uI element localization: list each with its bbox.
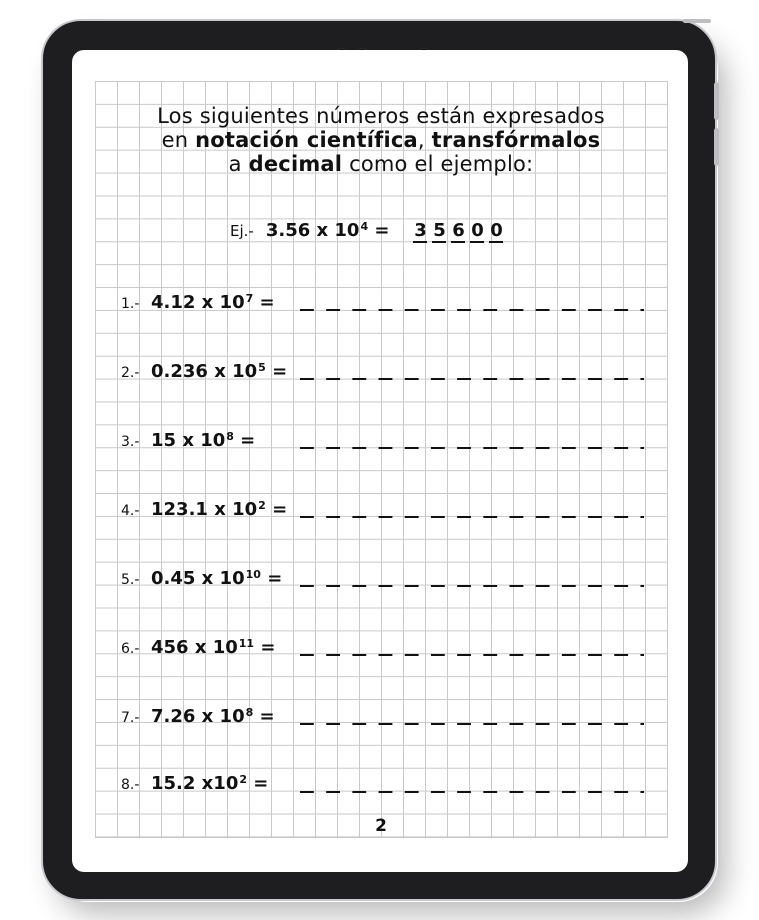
problem-expression: 0.236 x $10^5$ = — [151, 361, 288, 382]
answer-blanks[interactable] — [300, 723, 644, 725]
answer-blanks[interactable] — [300, 516, 644, 518]
answer-blanks[interactable] — [300, 309, 644, 311]
volume-button — [714, 82, 719, 120]
answer-digit: 5 — [433, 220, 446, 241]
answer-blanks[interactable] — [300, 447, 644, 449]
problem-expression: 123.1 x $10^2$ = — [151, 499, 288, 520]
problem-row — [121, 637, 275, 663]
answer-digit: 0 — [471, 220, 484, 241]
problem-expression: 15 x $10^8$ = — [151, 430, 256, 451]
problem-number: 2.- — [121, 365, 140, 381]
answer-blanks[interactable] — [300, 585, 644, 587]
problem-expression: 4.12 x $10^7$ = — [151, 292, 275, 313]
answer-blanks[interactable] — [300, 654, 644, 656]
problem-number: 3.- — [121, 434, 140, 450]
example-expression: 3.56 x $10^4$ = — [265, 220, 390, 241]
problem-expression: 0.45 x $10^{10}$ = — [151, 568, 283, 589]
answer-digit: 6 — [452, 220, 465, 241]
instructions — [95, 104, 667, 176]
problem-row — [121, 706, 275, 732]
example-row — [230, 220, 508, 246]
problem-number: 7.- — [121, 710, 140, 726]
instructions-line-3: a decimal como el ejemplo: — [228, 152, 534, 176]
answer-digit: 3 — [414, 220, 427, 241]
problem-row — [121, 292, 275, 318]
power-button — [683, 19, 711, 23]
problem-row — [121, 499, 287, 525]
problem-row — [121, 568, 282, 594]
problem-number: 6.- — [121, 641, 140, 657]
problem-number: 8.- — [121, 777, 140, 793]
answer-blanks[interactable] — [300, 378, 644, 380]
problem-number: 4.- — [121, 503, 140, 519]
example-label: Ej.- — [230, 222, 254, 240]
answer-digit: 0 — [490, 220, 503, 241]
problem-expression: 15.2 $x10^2$ = — [151, 773, 269, 794]
problem-row — [121, 361, 287, 387]
instructions-line-1: Los siguientes números están expresados — [157, 104, 605, 128]
worksheet-page — [72, 50, 688, 872]
problem-number: 5.- — [121, 572, 140, 588]
problem-row — [121, 430, 255, 456]
problem-row — [121, 773, 268, 799]
example-answer — [413, 221, 508, 243]
problem-expression: 456 x $10^{11}$ = — [151, 637, 276, 658]
answer-blanks[interactable] — [300, 791, 644, 793]
problem-number: 1.- — [121, 296, 140, 312]
volume-button — [714, 128, 719, 166]
problem-expression: 7.26 x $10^8$ = — [151, 706, 275, 727]
page-number: 2 — [375, 816, 387, 836]
instructions-line-2: en notación científica, transfórmalos — [161, 128, 601, 152]
